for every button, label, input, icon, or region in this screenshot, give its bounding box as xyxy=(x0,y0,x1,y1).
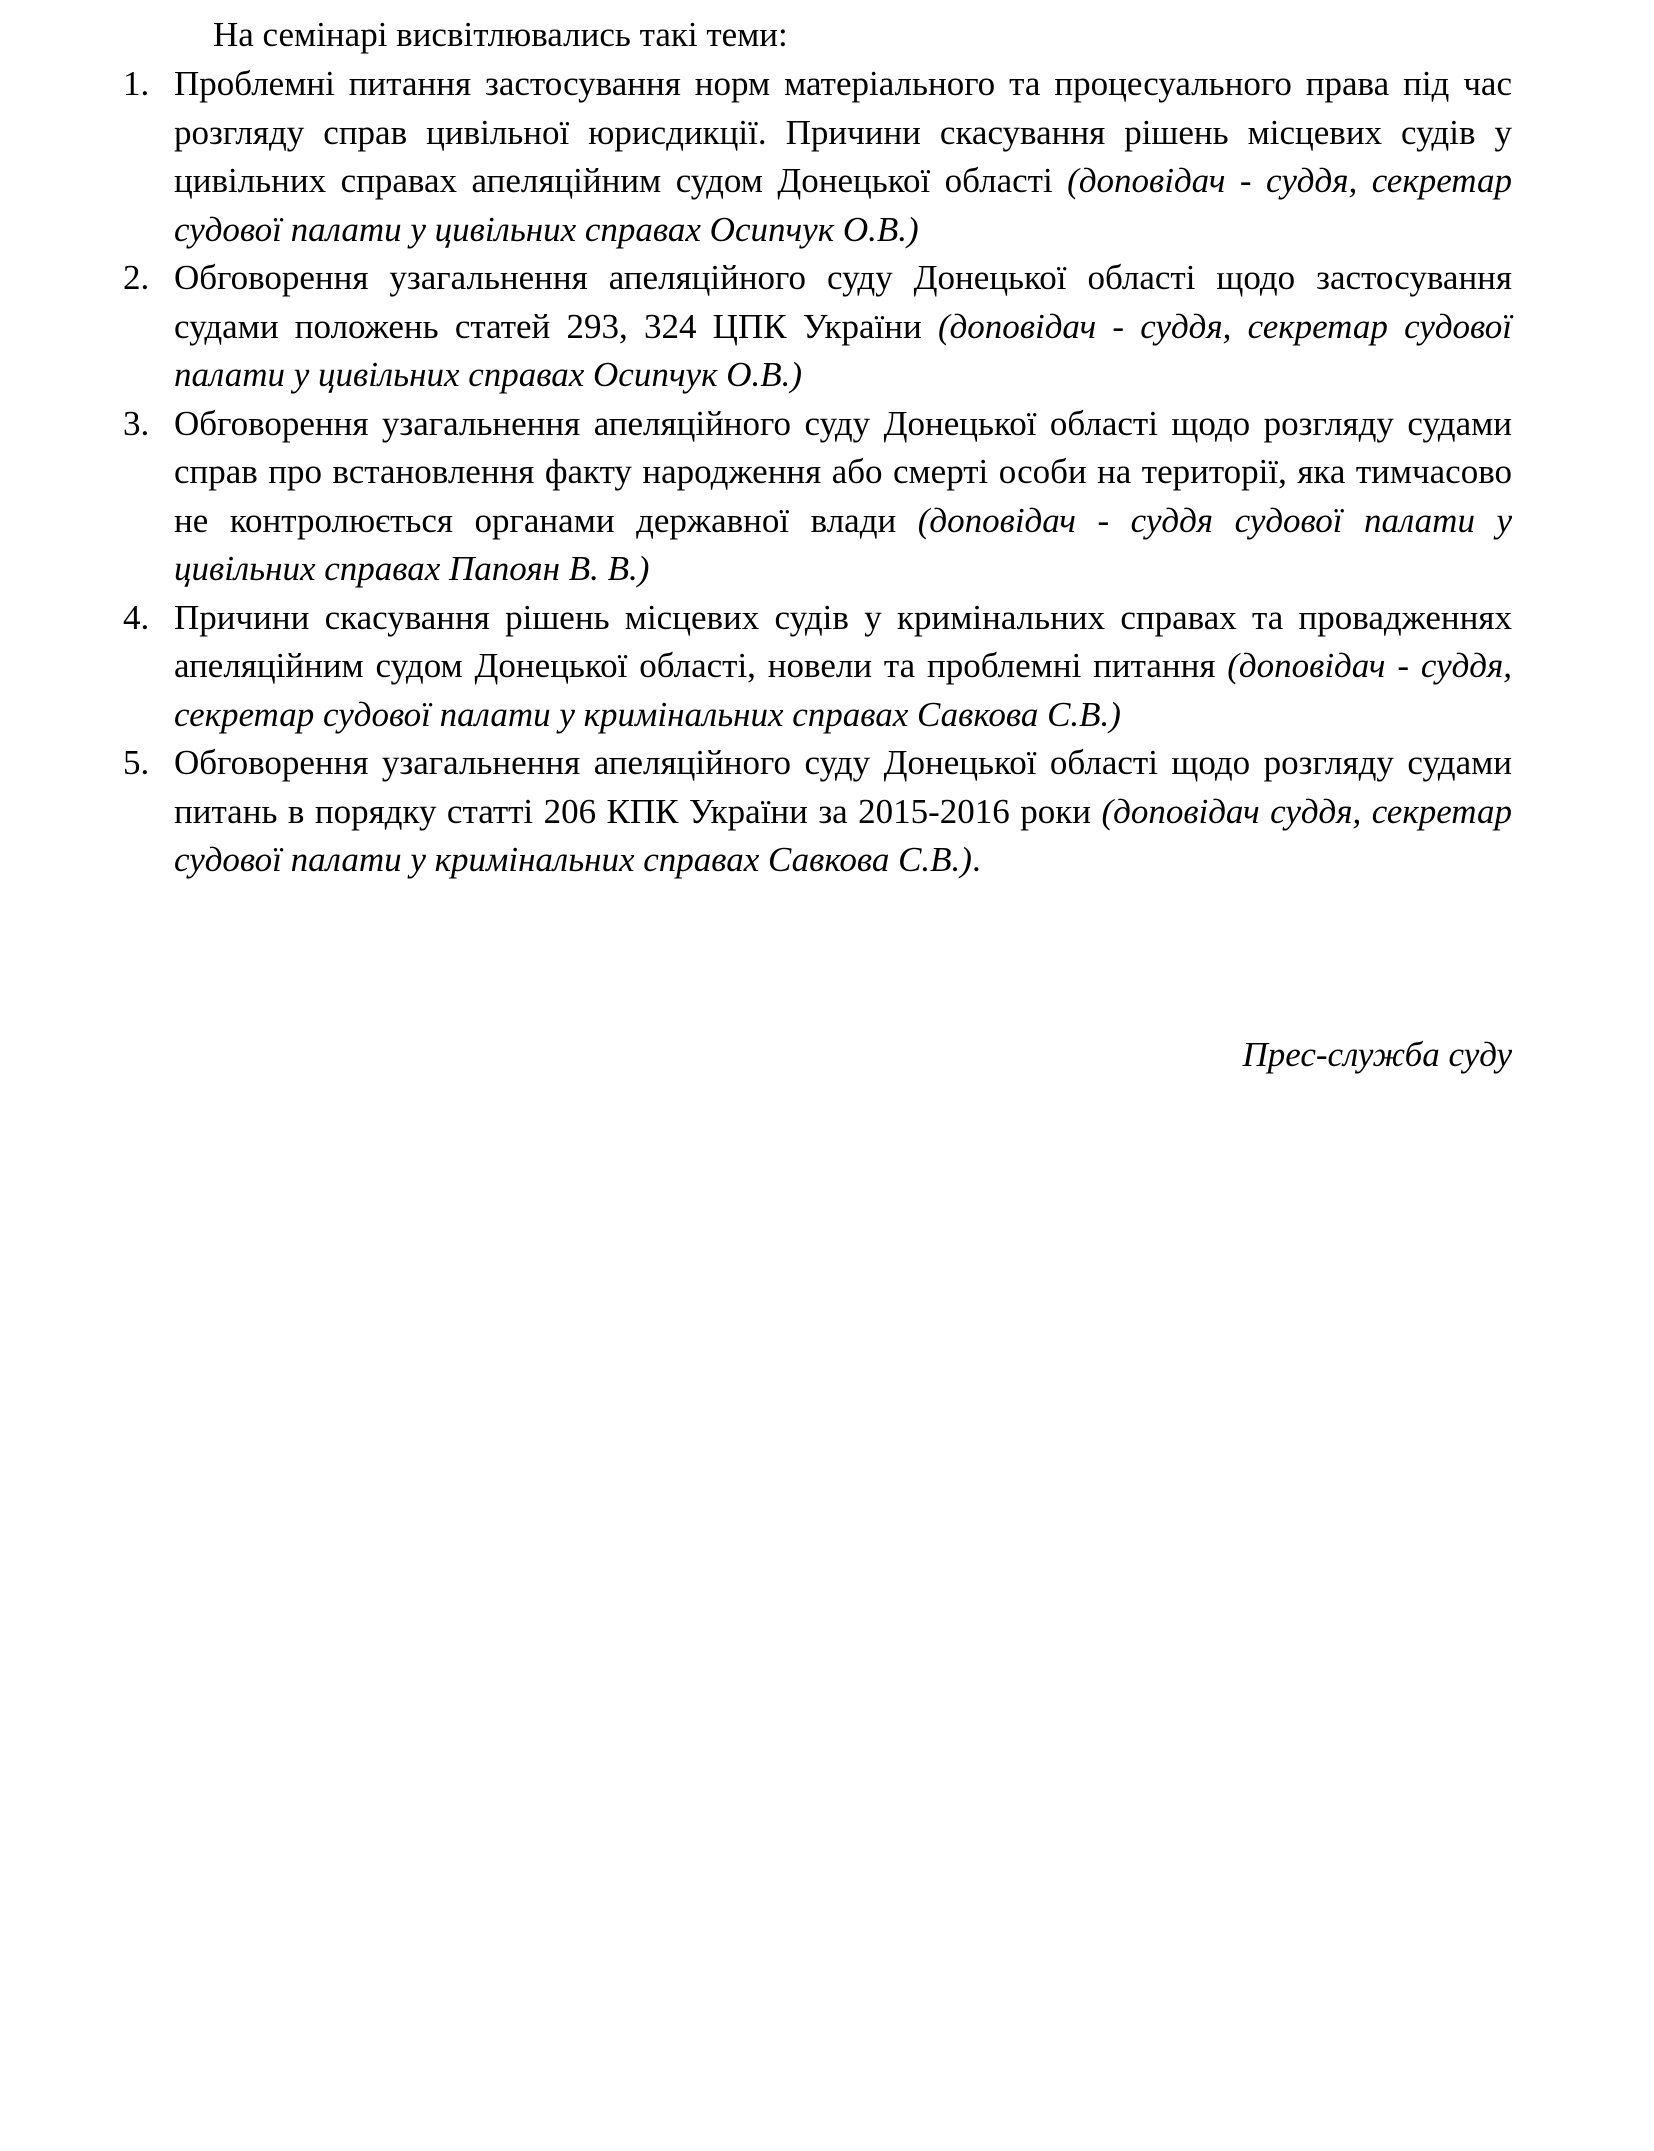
list-item xyxy=(123,400,1513,594)
intro-text: На семінарі висвітлювались такі теми: xyxy=(213,15,788,54)
list-number: 3. xyxy=(123,403,150,443)
reporter-text: (доповідач суддя, секретар судової палати у кримінальних справах Савкова С.В.) xyxy=(174,791,1512,879)
topic-text: Обговорення узагальнення апеляційного суду Донецької області щодо розгляду судами питань в порядку статті 206 КПК України за 2015-2016 роки xyxy=(174,743,1512,831)
topic-tail: . xyxy=(971,840,981,879)
signature: Прес-служба суду xyxy=(1242,1035,1512,1074)
topic-text: Проблемні питання застосування норм матеріального та процесуального права під час розгляду справ цивільної юрисдикції. Причини скасування рішень місцевих судів у цивільних справах апеляційним судом Донецької області xyxy=(174,64,1512,200)
reporter-text: (доповідач - суддя, секретар судової палати у цивільних справах Осипчук О.В.) xyxy=(174,306,1512,394)
list-item xyxy=(123,254,1512,400)
list-number: 5. xyxy=(123,743,150,782)
list-item xyxy=(123,739,1512,885)
list-number: 2. xyxy=(123,258,150,297)
list-item xyxy=(123,60,1512,254)
reporter-text: (доповідач - суддя, секретар судової палати у кримінальних справах Савкова С.В.) xyxy=(174,646,1513,734)
topic-text: Причини скасування рішень місцевих судів у кримінальних справах та провадженнях апеляційним судом Донецької області, новели та проблемні питання xyxy=(174,597,1512,685)
reporter-text: (доповідач - суддя судової палати у цивільних справах Папоян В. В.) xyxy=(174,500,1513,588)
topic-text: Обговорення узагальнення апеляційного суду Донецької області щодо розгляду судами справ про встановлення факту народження або смерті особи на території, яка тимчасово не контролюється органами державної влади xyxy=(174,403,1512,540)
reporter-text: (доповідач - суддя, секретар судової палати у цивільних справах Осипчук О.В.) xyxy=(174,161,1512,249)
list-number: 1. xyxy=(123,64,150,103)
topics-list xyxy=(0,60,1654,885)
list-number: 4. xyxy=(123,597,150,637)
list-item xyxy=(123,594,1513,740)
topic-text: Обговорення узагальнення апеляційного суду Донецької області щодо застосування судами положень статей 293, 324 ЦПК України xyxy=(174,258,1512,346)
